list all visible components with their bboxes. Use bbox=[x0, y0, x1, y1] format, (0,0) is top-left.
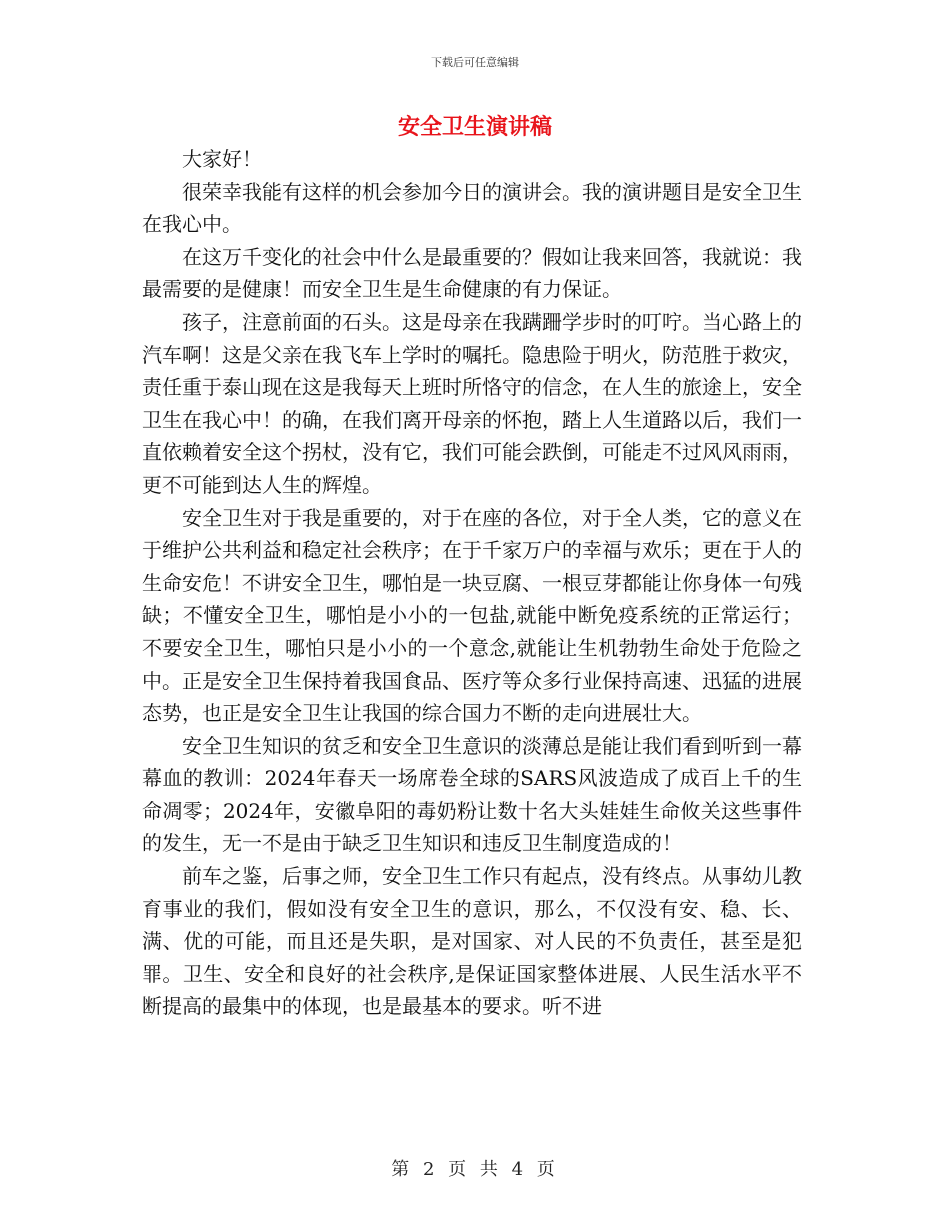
paragraph-lessons: 安全卫生知识的贫乏和安全卫生意识的淡薄总是能让我们看到听到一幕幕血的教训：2024年春天一场席卷全球的SARS风波造成了成百上千的生命凋零；2024年，安徽阜阳的毒奶粉让数十名大头娃娃生命攸关这些事件的发生，无一不是由于缺乏卫生知识和违反卫生制度造成的！ bbox=[142, 733, 802, 856]
header-note: 下载后可任意编辑 bbox=[431, 56, 519, 69]
paragraph-greeting: 大家好！ bbox=[182, 147, 262, 171]
paragraph-childhood: 孩子，注意前面的石头。这是母亲在我蹒跚学步时的叮咛。当心路上的汽车啊！这是父亲在我飞车上学时的嘱托。隐患险于明火，防范胜于救灾，责任重于泰山现在这是我每天上班时所恪守的信念，在人生的旅途上，安全卫生在我心中！的确，在我们离开母亲的怀抱，踏上人生道路以后，我们一直依赖着安全这个拐杖，没有它，我们可能会跌倒，可能走不过风风雨雨，更不可能到达人生的辉煌。 bbox=[142, 309, 802, 497]
page-number: 第 2 页 共 4 页 bbox=[391, 1159, 559, 1180]
paragraph-intro: 很荣幸我能有这样的机会参加今日的演讲会。我的演讲题目是安全卫生在我心中。 bbox=[142, 179, 802, 237]
paragraph-responsibility: 前车之鉴，后事之师，安全卫生工作只有起点，没有终点。从事幼儿教育事业的我们，假如没有安全卫生的意识，那么，不仅没有安、稳、长、满、优的可能，而且还是失职，是对国家、对人民的不负责任，甚至是犯罪。卫生、安全和良好的社会秩序,是保证国家整体进展、人民生活水平不断提高的最集中的体现，也是最基本的要求。听不进 bbox=[142, 864, 802, 1019]
document-title: 安全卫生演讲稿 bbox=[397, 115, 552, 140]
paragraph-health: 在这万千变化的社会中什么是最重要的？假如让我来回答，我就说：我最需要的是健康！而安全卫生是生命健康的有力保证。 bbox=[142, 244, 802, 302]
paragraph-importance: 安全卫生对于我是重要的，对于在座的各位，对于全人类，它的意义在于维护公共利益和稳定社会秩序；在于千家万户的幸福与欢乐；更在于人的生命安危！不讲安全卫生，哪怕是一块豆腐、一根豆芽都能让你身体一句残缺；不懂安全卫生，哪怕是小小的一包盐,就能中断免疫系统的正常运行；不要安全卫生，哪怕只是小小的一个意念,就能让生机勃勃生命处于危险之中。正是安全卫生保持着我国食品、医疗等众多行业保持高速、迅猛的进展态势，也正是安全卫生让我国的综合国力不断的走向进展壮大。 bbox=[142, 505, 802, 726]
document-body bbox=[142, 143, 802, 1023]
